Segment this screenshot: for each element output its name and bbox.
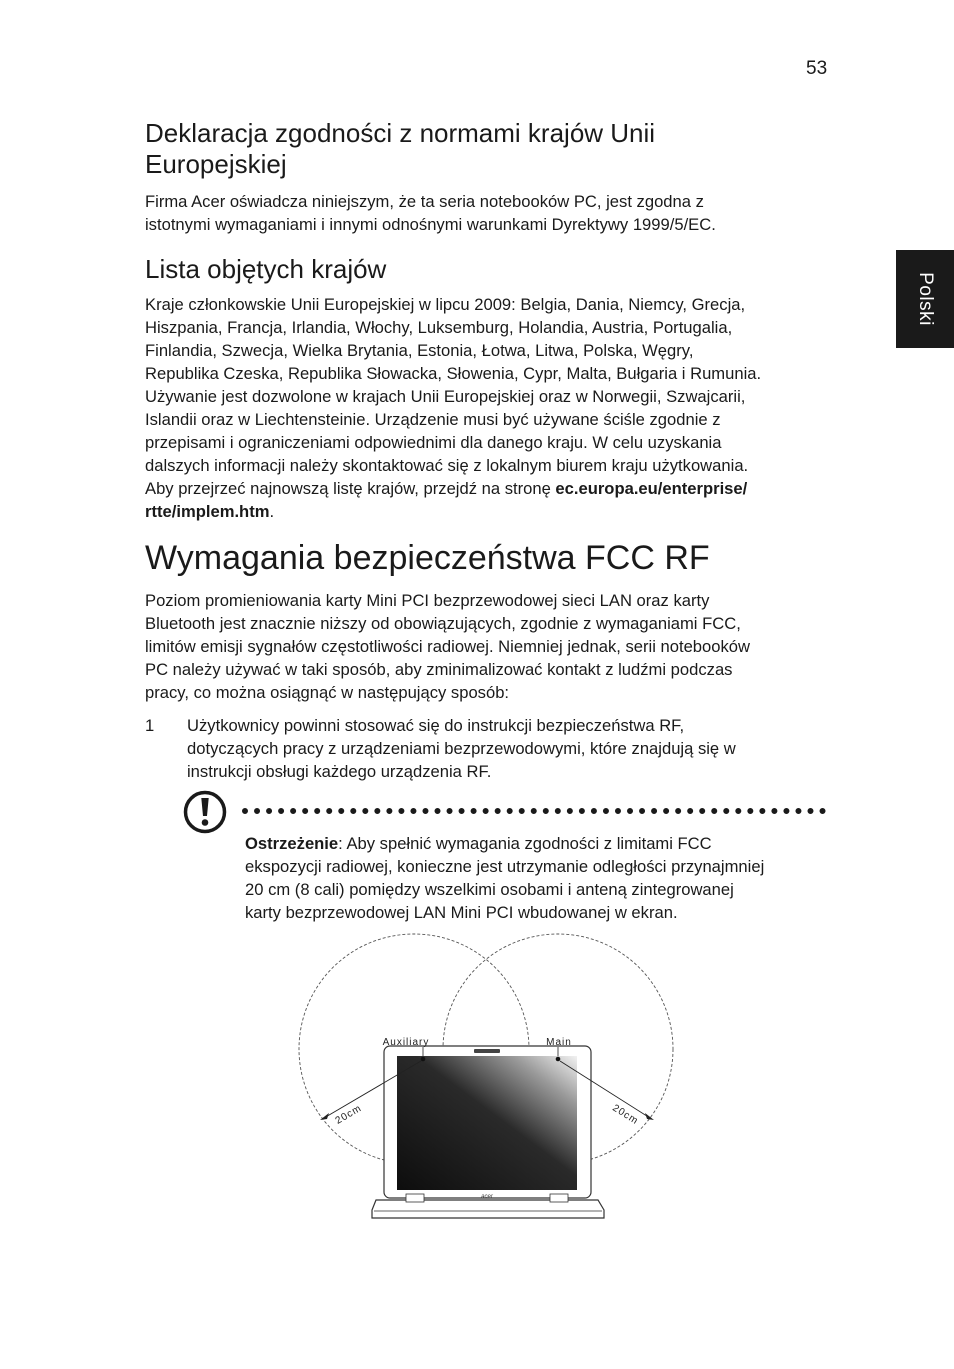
section-heading-fcc-rf: Wymagania bezpieczeństwa FCC RF [145,539,710,577]
auxiliary-antenna-marker [421,1057,426,1062]
main-antenna-marker [556,1057,561,1062]
country-list-paragraph: Kraje członkowskie Unii Europejskiej w lipcu 2009: Belgia, Dania, Niemcy, Grecja, Hiszpania, Francja, Irlandia, Włochy, Luksemburg, Holandia, Austria, Portugalia, Finlandia, Szwecja, Wielka Brytania, Estonia, Łotwa, Litwa, Polska, Węgry, Republika Czeska, Republika Słowacka, Słowenia, Cypr, Malta, Bułgaria i Rumunia. Używanie jest dozwolone w krajach Unii Europejskiej oraz w Norwegii, Szwajcarii, Islandii oraz w Liechtensteinie. Urządzenie musi być używane ściśle zgodnie z przepisami i ograniczeniami odpowiednimi dla danego kraju. W celu uzyskania dalszych informacji należy skontaktować się z lokalnym biurem kraju użytkowania. Aby przejrzeć najnowszą listę krajów, przejdź na stronę ec.europa.eu/enterprise/ rtte/implem.htm. [145,295,762,521]
webcam [474,1049,500,1053]
main-distance-label: 20cm [610,1102,641,1128]
warning-divider [242,808,826,814]
list-item-text: Użytkownicy powinni stosować się do instrukcji bezpieczeństwa RF, dotyczących pracy z urządzeniami bezprzewodowymi, które znajdują się w instrukcji obsługi każdego urządzenia RF. [187,716,736,781]
eu-link[interactable]: ec.europa.eu/enterprise/ [555,479,748,498]
exclamation-circle-icon [183,790,227,834]
warning-text: Ostrzeżenie: Aby spełnić wymagania zgodności z limitami FCC ekspozycji radiowej, konieczne jest utrzymanie odległości przynajmniej 20 cm (8 cali) pomiędzy wszelkimi osobami i anteną zintegrowanej karty bezprzewodowej LAN Mini PCI wbudowanej w ekran. [245,834,765,922]
hinge-right [550,1194,568,1202]
eu-link-continued[interactable]: rtte/implem.htm [145,502,270,521]
auxiliary-distance-label: 20cm [333,1102,364,1127]
warning-label: Ostrzeżenie [245,834,339,853]
language-tab [896,250,954,348]
brand-logo: acer [481,1194,493,1200]
section-heading-eu-declaration: Deklaracja zgodności z normami krajów Unii Europejskiej [145,118,656,179]
list-item-number: 1 [145,716,155,735]
page-number: 53 [806,58,828,79]
eu-declaration-paragraph: Firma Acer oświadcza niniejszym, że ta seria notebooków PC, jest zgodna z istotnymi wymaganiami i innymi odnośnymi warunkami Dyrektywy 1999/5/EC. [145,192,716,234]
fcc-rf-paragraph: Poziom promieniowania karty Mini PCI bezprzewodowej sieci LAN oraz karty Bluetooth jest znacznie niższy od obowiązujących, zgodnie z wymaganiami FCC, limitów emisji sygnałów częstotliwości radiowej. Niemniej jednak, serii notebooków PC należy używać w taki sposób, aby zminimalizować kontakt z ludźmi podczas pracy, co można osiągnąć w następujący sposób: [145,591,750,702]
main-label: Main [546,1037,572,1048]
hinge-left [406,1194,424,1202]
language-tab-label: Polski [915,272,936,326]
auxiliary-label: Auxiliary [382,1037,430,1048]
laptop-screen [397,1056,577,1190]
antenna-radiation-diagram [296,932,678,1224]
laptop-base [372,1200,604,1218]
section-heading-country-list: Lista objętych krajów [145,254,387,284]
